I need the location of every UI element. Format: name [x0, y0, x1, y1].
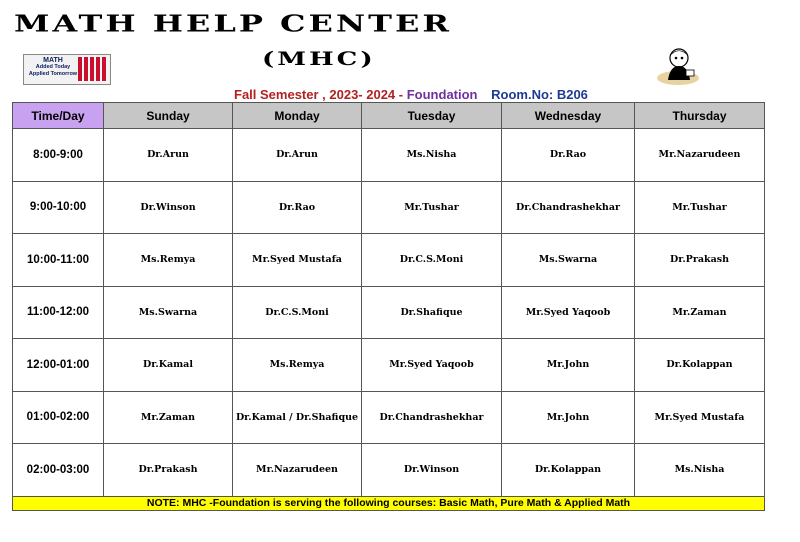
- schedule-cell: Dr.C.S.Moni: [362, 234, 502, 287]
- schedule-cell: Dr.Winson: [104, 181, 233, 234]
- time-cell: 02:00-03:00: [13, 444, 104, 497]
- table-row: [13, 339, 765, 392]
- header-time-day: Time/Day: [13, 103, 104, 129]
- schedule-cell: Dr.Winson: [362, 444, 502, 497]
- table-row: [13, 181, 765, 234]
- schedule-cell: Dr.Arun: [104, 129, 233, 182]
- schedule-cell: Mr.Zaman: [104, 391, 233, 444]
- note-row: [13, 496, 765, 510]
- semester-label: Fall Semester , 2023- 2024 -: [234, 87, 404, 102]
- table-row: [13, 129, 765, 182]
- table-row: [13, 391, 765, 444]
- schedule-cell: Dr.Prakash: [635, 234, 765, 287]
- schedule-cell: Mr.Syed Yaqoob: [502, 286, 635, 339]
- table-row: [13, 444, 765, 497]
- header-tuesday: Tuesday: [362, 103, 502, 129]
- time-cell: 10:00-11:00: [13, 234, 104, 287]
- schedule-cell: Dr.Prakash: [104, 444, 233, 497]
- schedule-cell: Ms.Remya: [104, 234, 233, 287]
- schedule-cell: Dr.C.S.Moni: [233, 286, 362, 339]
- schedule-cell: Dr.Arun: [233, 129, 362, 182]
- program-label: Foundation: [406, 87, 478, 102]
- schedule-cell: Dr.Kolappan: [635, 339, 765, 392]
- time-cell: 12:00-01:00: [13, 339, 104, 392]
- schedule-cell: Mr.Zaman: [635, 286, 765, 339]
- header-row: [13, 103, 765, 129]
- schedule-cell: Mr.John: [502, 391, 635, 444]
- header-monday: Monday: [233, 103, 362, 129]
- schedule-cell: Ms.Nisha: [635, 444, 765, 497]
- schedule-cell: Mr.Syed Mustafa: [233, 234, 362, 287]
- table-row: [13, 286, 765, 339]
- schedule-cell: Mr.Tushar: [635, 181, 765, 234]
- schedule-cell: Dr.Rao: [502, 129, 635, 182]
- schedule-cell: Dr.Shafique: [362, 286, 502, 339]
- semester-info: [234, 87, 588, 102]
- math-logo: [23, 54, 111, 85]
- schedule-cell: Mr.Syed Mustafa: [635, 391, 765, 444]
- schedule-cell: Ms.Swarna: [104, 286, 233, 339]
- room-label: Room.No: B206: [491, 87, 588, 102]
- header-sunday: Sunday: [104, 103, 233, 129]
- title-line-1: MATH HELP CENTER: [14, 9, 452, 38]
- schedule-cell: Dr.Kolappan: [502, 444, 635, 497]
- time-cell: 9:00-10:00: [13, 181, 104, 234]
- schedule-cell: Mr.Syed Yaqoob: [362, 339, 502, 392]
- schedule-cell: Mr.Nazarudeen: [635, 129, 765, 182]
- time-cell: 11:00-12:00: [13, 286, 104, 339]
- schedule-cell: Ms.Nisha: [362, 129, 502, 182]
- header-wednesday: Wednesday: [502, 103, 635, 129]
- schedule-cell: Dr.Chandrashekhar: [362, 391, 502, 444]
- schedule-table: [12, 102, 765, 511]
- schedule-cell: Mr.Tushar: [362, 181, 502, 234]
- calculator-icon: [78, 57, 108, 81]
- thinking-character-icon: [656, 44, 700, 86]
- schedule-cell: Dr.Rao: [233, 181, 362, 234]
- schedule-cell: Ms.Remya: [233, 339, 362, 392]
- header-thursday: Thursday: [635, 103, 765, 129]
- schedule-cell: Mr.John: [502, 339, 635, 392]
- title-line-2: (MHC): [262, 48, 376, 71]
- courses-note: NOTE: MHC -Foundation is serving the following courses: Basic Math, Pure Math & Applied Math: [13, 496, 765, 510]
- time-cell: 8:00-9:00: [13, 129, 104, 182]
- table-row: [13, 234, 765, 287]
- logo-text: MATH Added Today Applied Tomorrow: [28, 57, 78, 77]
- time-cell: 01:00-02:00: [13, 391, 104, 444]
- schedule-cell: Mr.Nazarudeen: [233, 444, 362, 497]
- schedule-cell: Dr.Chandrashekhar: [502, 181, 635, 234]
- schedule-cell: Dr.Kamal / Dr.Shafique: [233, 391, 362, 444]
- schedule-cell: Ms.Swarna: [502, 234, 635, 287]
- schedule-cell: Dr.Kamal: [104, 339, 233, 392]
